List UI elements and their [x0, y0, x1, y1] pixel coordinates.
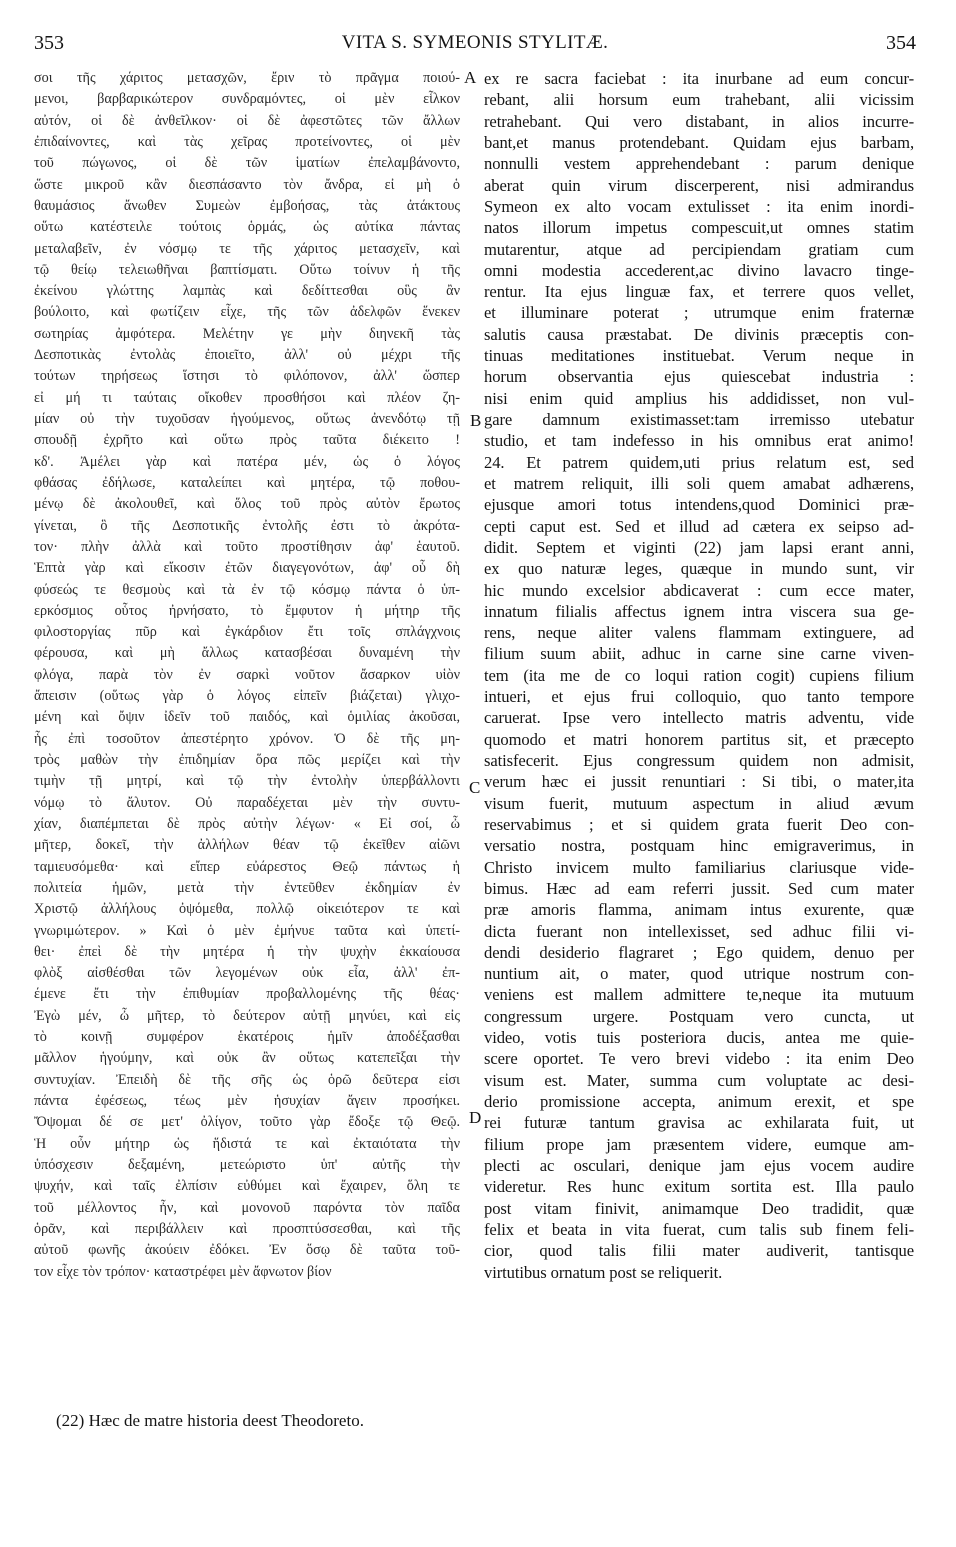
latin-text-line: filium prope jam præsentem videre, eumque am- — [484, 1134, 914, 1154]
greek-text-line: μεταλαβεῖν, ἐν νόσμῳ τε τῆς χάριτος μετασχεῖν, καὶ — [34, 240, 460, 257]
greek-text-line: αὐτοῦ φωνῆς ἀκούειν ἐδόκει. Ἐν ὅσῳ δὲ ταῦτα τοῦ- — [34, 1242, 460, 1259]
latin-text-line: rei futuræ tantum gravisa ac exhilarata fuit, ut — [484, 1113, 914, 1133]
latin-text-line: studio, et tam indefesso in his omnibus erat animo! — [484, 431, 914, 451]
greek-text-line: έμενε ἔτι τὴν ἐπιθυμίαν προβαλλομένης τῆς θέας· — [34, 986, 460, 1003]
greek-text-line: οὕτω κατέστειλε τούτοις ὁρμάς, ὡς αὐτίκα πάντας — [34, 219, 460, 236]
page-number-right: 354 — [886, 32, 916, 54]
greek-text-line: τῷ θείῳ τελειωθῆναι βαπτίσματι. Οὕτω τοίνυν ἡ τῆς — [34, 261, 460, 278]
greek-text-line: συντυχίαν. Ἐπειδὴ δὲ τῆς σῆς ὡς ὁρῶ δεῦτερα εἰσι — [34, 1071, 460, 1088]
latin-text-line: hic mundo excelsior abdicaverat : cum ecce mater, — [484, 580, 914, 600]
greek-text-line: φιλοστοργίας πῦρ καὶ ἐγκάρδιον ἔτι τοῖς σπλάγχνοις — [34, 624, 460, 641]
latin-text-line: mutarentur, atque ad percipiendam gratiam cum — [484, 239, 914, 259]
greek-text-line: τὸ κοινῇ συμφέρον ἑκατέροις ἡμῖν ἀποδέξασθαι — [34, 1029, 460, 1046]
latin-text-line: et matrem reliquit, illi soli quem amabat adhærens, — [484, 473, 914, 493]
latin-text-line: congressum urgere. Postquam vero cuncta, ut — [484, 1006, 914, 1026]
greek-text-line: κδ'. Ἀμέλει γὰρ καὶ πατέρα μέν, ὡς ὁ λόγος — [34, 453, 460, 470]
latin-text-line: omni modestia accederent,ac divino lavacro tinge- — [484, 260, 914, 280]
greek-text-line: φλὸξ αἰσθέσθαι τῶν λεγομένων οὐκ εἶα, ἀλλ' ἐπ- — [34, 965, 460, 982]
greek-text-line: ὥστε μικροῦ κἂν διεσπάσαντο τὸν ἄνδρα, εἰ μὴ ὁ — [34, 176, 460, 193]
latin-text-line: verum hæc ei jussit renuntiari : Si tibi, o mater,ita — [484, 772, 914, 792]
latin-text-line: gare damnum existimasset:tam irremisso utebatur — [484, 410, 914, 429]
greek-text-line: ἐκείνου γλώττης λαμπὰς καὶ δεδίττεσθαι οὓς ἂν — [34, 283, 460, 300]
latin-text-line: ex quo naturæ leges, quæque in mundo sunt, vir — [484, 559, 914, 579]
latin-text-line: visum est. Mater, summa cum voluptate ac desi- — [484, 1070, 914, 1090]
running-title: VITA S. SYMEONIS STYLITÆ. — [341, 32, 609, 53]
greek-text-line: αὐτόν, οἱ δὲ ἀνθεῖλκον· οἱ δὲ ἀφεστῶτες τῶν ἄλλων — [34, 112, 460, 129]
greek-column — [34, 68, 460, 1283]
latin-text-line: filium suum abiit, adhuc in carne sine carne viven- — [484, 644, 914, 664]
greek-text-line: τιμὴν τῇ μητρί, καὶ τῷ τὴν ἐντολὴν ὑπερβάλλοντι — [34, 773, 460, 790]
latin-text-line: Symeon ex alto vocam extulisset : ita enim inordi- — [484, 196, 914, 216]
greek-text-line: ψυχήν, καὶ ταῖς ἐλπίσιν εὐθύμει καὶ ἔχαιρεν, ὅλη τε — [34, 1178, 460, 1195]
latin-text-line: visum fuerit, mutuum aspectum in aliud ævum — [484, 793, 914, 813]
greek-text-line: πάντα ἐφέσεως, τέως μὲν ἡσυχίαν ἄγειν προσήκει. — [34, 1093, 460, 1109]
margin-marker-c: C — [469, 778, 481, 797]
latin-text-line: retrahebant. Qui vero distabant, in alios incurre- — [484, 111, 914, 131]
latin-text-line: præ amoris flamma, animam intus exurente, quæ — [484, 900, 914, 920]
latin-text-line: bant,et manus protendebant. Quidam ejus barbam, — [484, 132, 914, 152]
latin-text-line: innatum filialis affectus ignem intra viscera sua ge- — [484, 601, 914, 621]
greek-text-line: μένη καὶ ὄψιν ἰδεῖν τοῦ παιδός, καὶ ὁμιλίας ἀκοῦσαι, — [34, 709, 460, 726]
latin-text-line: 24. Et patrem quidem,uti prius relatum est, sed — [484, 452, 914, 472]
latin-text-line: et illuminare poterat ; utrumque enim fraternæ — [484, 303, 914, 323]
latin-text-line: didit. Septem et viginti (22) jam lapsi erant anni, — [484, 537, 914, 557]
latin-text-line: tem (ita me de co loqui ration cogit) cupiens filium — [484, 665, 914, 685]
greek-text-line: μενοι, βαρβαρικώτερον συνδραμόντες, οἱ μὲν εἷλκον — [34, 91, 460, 108]
greek-text-line: σπουδῇ ἐχρῆτο καὶ οὕτω πρὸς ταῦτα διέκειτο ! — [34, 432, 460, 449]
latin-text-line: aberat quin virum discerperent, nisi admirandus — [484, 175, 914, 195]
greek-text-line: νόμῳ τὸ ἄλυτον. Οὐ παραδέχεται μὲν τὴν συντυ- — [34, 794, 460, 811]
page-header — [34, 32, 916, 62]
greek-text-line: ερκόσμιος οὗτος ἠρνήσατο, τὸ ἔμφυτον ἡ μήτηρ τῆς — [34, 602, 460, 619]
greek-text-line: μίαν οὐ τὴν τυχοῦσαν ἡγούμενος, οὕτως ἀνενδότῳ τῇ — [34, 411, 460, 427]
greek-text-line: γίνεται, ὃ τῆς Δεσποτικῆς ἐντολῆς ἐστι τὸ ἀκρότα- — [34, 517, 460, 534]
greek-text-line: ταμιευσόμεθα· καὶ εἴπερ εὐάρεστος Θεῷ πάντως ἡ — [34, 858, 460, 875]
latin-text-line: reservabimus ; et si quidem grata fuerit Deo con- — [484, 814, 914, 834]
latin-text-line: scere oportet. Te vero brevi videbo : ita enim Deo — [484, 1049, 914, 1069]
greek-text-line: θει· ἐπεὶ δὲ τὴν μητέρα ἡ τὴν ψυχὴν ἐκκαίουσα — [34, 943, 460, 960]
page-number-left: 353 — [34, 32, 64, 54]
greek-text-line: θαυμάσιος ἄνωθεν Συμεὼν ἐμβοήσας, τὰς ἀτάκτους — [34, 197, 460, 214]
greek-text-line: μένῳ δὲ ἀκολουθεῖ, καὶ ὅλος τοῦ πρὸς αὐτὸν ἔρωτος — [34, 496, 460, 513]
margin-marker-b: B — [470, 411, 482, 430]
latin-text-line: ejusque amori totus intendens,quod Dominici præ- — [484, 495, 914, 515]
latin-text-line: post vitam finivit, animamque Deo tradidit, quæ — [484, 1198, 914, 1218]
greek-text-line: σωτηρίας ἀμφότερα. Μελέτην γε μὴν διηνεκῆ τὰς — [34, 325, 460, 342]
latin-text-line: dicta fuerant non intellexisset, sed adhuc filii vi- — [484, 921, 914, 941]
latin-text-line: videretur. Res hunc exitum sortita est. Illa paulo — [484, 1177, 914, 1197]
latin-text-line: rebant, alii horsum eum trahebant, alii vicissim — [484, 90, 914, 110]
latin-text-line: bimus. Hæc ad eam referri jussit. Sed cum mater — [484, 878, 914, 898]
latin-text-line: nonnulli vestem apprehendebant : parum denique — [484, 154, 914, 174]
latin-text-line: dendi desiderio flagraret ; Ego quidem, denuo per — [484, 942, 914, 962]
latin-text-line: versatio nostra, postquam hinc emigraverimus, in — [484, 836, 914, 856]
greek-text-line: ἄπεισιν (οὕτως γὰρ ὁ λόγος εἰπεῖν βιάζεται) γλιχο- — [34, 688, 460, 705]
latin-text-line: caruerat. Ipse vero intellecto matris adventu, vide — [484, 708, 914, 728]
latin-text-line: nisi enim quid amplius his addidisset, non vul- — [484, 388, 914, 408]
greek-text-line: φέρουσα, καὶ μὴ ἄλλως κατασβέσαι δυναμένη τὴν — [34, 645, 460, 662]
latin-text-line: salutis causa præstabat. De divinis præceptis con- — [484, 324, 914, 344]
latin-text-line: rens, neque aliter valens flammam extinguere, ad — [484, 623, 914, 643]
latin-text-line: intueri, et ejus frui colloquio, quo tanto tempore — [484, 687, 914, 707]
greek-text-line: φύσεώς τε θεσμοὺς καὶ τὰ ἐν τῷ κόσμῳ πάντα ὁ ὑπ- — [34, 581, 460, 598]
greek-text-line: Ἐγὼ μέν, ὦ μῆτερ, τὸ δεύτερον αὐτῇ μηνύει, καὶ εἰς — [34, 1007, 460, 1024]
footnote: (22) Hæc de matre historia deest Theodoreto. — [56, 1411, 364, 1430]
greek-text-line: εἰ μή τι ταύταις οἴκοθεν προσθήσοι καὶ πλέον ζη- — [34, 389, 460, 406]
latin-text-line: cepti caput est. Sed et illud ad cætera ex seipso ad- — [484, 516, 914, 536]
latin-text-line: veniens est mallem admittere te,neque ita mutuum — [484, 985, 914, 1005]
greek-text-line: πολιτεία ἡμῶν, μετὰ τὴν ἐντεῦθεν ἐκδημίαν ἐν — [34, 879, 460, 896]
greek-text-line: τοῦ μέλλοντος ἦν, καὶ μονονοῦ παρόντα τὸν παῖδα — [34, 1199, 460, 1216]
margin-marker-d: D — [469, 1108, 482, 1127]
greek-text-line: φθάσας ἐδήλωσε, καταλείπει καὶ μητέρα, τῷ ποθου- — [34, 474, 460, 491]
latin-text-line: plecti ac osculari, denique jam ejus vocem audire — [484, 1155, 914, 1175]
greek-text-line: Δεσποτικὰς ἐντολὰς ἐποιεῖτο, ἀλλ' οὐ μέχρι τῆς — [34, 347, 460, 364]
latin-text-line: felix et beata in vita fuerat, cum talis sub finem feli- — [484, 1219, 914, 1239]
greek-text-line: τοῦ πώγωνος, οἱ δὲ τῶν ἱματίων ἐπελαμβάνοντο, — [34, 155, 460, 172]
latin-text-line: derio promissione accepta, animum erexit, et spe — [484, 1092, 914, 1111]
latin-text-line: virtutibus ornatum post se reliquerit. — [484, 1262, 723, 1282]
greek-text-line: μῆτερ, δοκεῖ, τὴν ἀλλήλων θέαν τῷ ἐκεῖθεν αἰῶνι — [34, 837, 460, 854]
greek-text-line: τον εἶχε τὸν τρόπον· καταστρέφει μὲν ἄφνωτον βίον — [34, 1263, 332, 1280]
latin-text-line: ex re sacra faciebat : ita inurbane ad eum concur- — [484, 69, 914, 88]
greek-text-line: τούτων τηρήσεως ἵστησι τὸ φιλόπονον, ἀλλ' ὥσπερ — [34, 368, 460, 385]
greek-text-line: ἧς ἐπὶ τοσοῦτον ἀπεστέρητο χρόνον. Ὁ δὲ τῆς μη- — [34, 730, 460, 747]
greek-text-line: Ὄψομαι δέ σε μετ' ὀλίγον, τοῦτο γὰρ ἔδοξε τῷ Θεῷ. — [34, 1114, 460, 1131]
greek-text-line: τον· πλὴν ἀλλὰ καὶ τοῦτο προστίθησιν ἀφ' ἑαυτοῦ. — [34, 538, 460, 555]
greek-text-line: φλόγα, παρὰ τὸν ἐν σαρκὶ νοῦτον ἄσαρκον υἱὸν — [34, 666, 460, 683]
latin-column — [484, 68, 914, 1283]
greek-text-line: Ἑπτὰ γὰρ καὶ εἴκοσιν ἐτῶν διαγεγονότων, ἀφ' οὗ δὴ — [34, 560, 460, 577]
greek-text-line: ὁρᾶν, καὶ περιβάλλειν καὶ προσπτύσσεσθαι, καὶ τῆς — [34, 1220, 460, 1237]
greek-text-line: χίαν, διαπέμπεται δὲ πρὸς αὐτὴν λέγων· « Εἰ σοί, ὦ — [34, 815, 460, 832]
latin-text-line: rentur. Ita ejus linguæ fax, et terrere quos vellet, — [484, 282, 914, 302]
greek-text-line: μᾶλλον ἡγούμην, καὶ οὐκ ἂν οὕτως κατεπεῖξαι τὴν — [34, 1050, 460, 1067]
greek-text-line: ἐπιδαίνοντες, καὶ τὰς χεῖρας προτείνοντες, οἱ μὲν — [34, 133, 460, 150]
latin-text-line: satisfecerit. Ejus congressum quidem non admisit, — [484, 751, 914, 770]
greek-text-line: βούλοιτο, καὶ φωτίζειν εἶχε, τῆς τῶν ἀδελφῶν ἕνεκεν — [34, 304, 460, 321]
latin-text-line: Christo invicem multo familiarius clariusque vide- — [484, 857, 914, 877]
greek-text-line: Ἡ οὖν μήτηρ ὡς ἥδιστά τε καὶ ἐκταιότατα τὴν — [34, 1135, 460, 1152]
latin-text-line: tinuas meditationes instituebat. Verum neque in — [484, 346, 914, 366]
latin-text-line: cior, quod talis filii mater audiverit, tantisque — [484, 1241, 914, 1261]
latin-text-line: quomodo et matri honorem partitus sit, et præcepto — [484, 729, 914, 749]
greek-text-line: Χριστῷ ἀλλήλους ὀψόμεθα, πολλῷ οἰκειότερον τε καὶ — [34, 901, 460, 918]
latin-text-line: video, votis tuis posteriora ducis, antea me quie- — [484, 1028, 914, 1048]
latin-text-line: natos illorum impetus compescuit,ut omnes statim — [484, 218, 914, 238]
greek-text-line: γνωριμώτερον. » Καὶ ὁ μὲν ἐμήνυε ταῦτα καὶ ὑπετί- — [34, 922, 460, 939]
latin-text-line: nuntium ait, o mater, quod utrique nostrum con- — [484, 964, 914, 984]
greek-text-line: σοι τῆς χάριτος μετασχῶν, ἔριν τὸ πρᾶγμα ποιού- — [34, 70, 460, 86]
greek-text-line: ὑπόσχεσιν δεξαμένη, μετεώριστο ὑπ' αὐτῆς τὴν — [34, 1156, 460, 1173]
latin-text-line: horum observantia ejus quiescebat industria : — [484, 367, 914, 387]
greek-text-line: τρὸς μαθὼν τὴν ἐπιδημίαν ὅρα πῶς μερίζει καὶ τὴν — [34, 752, 460, 768]
margin-marker-a: A — [464, 68, 477, 87]
